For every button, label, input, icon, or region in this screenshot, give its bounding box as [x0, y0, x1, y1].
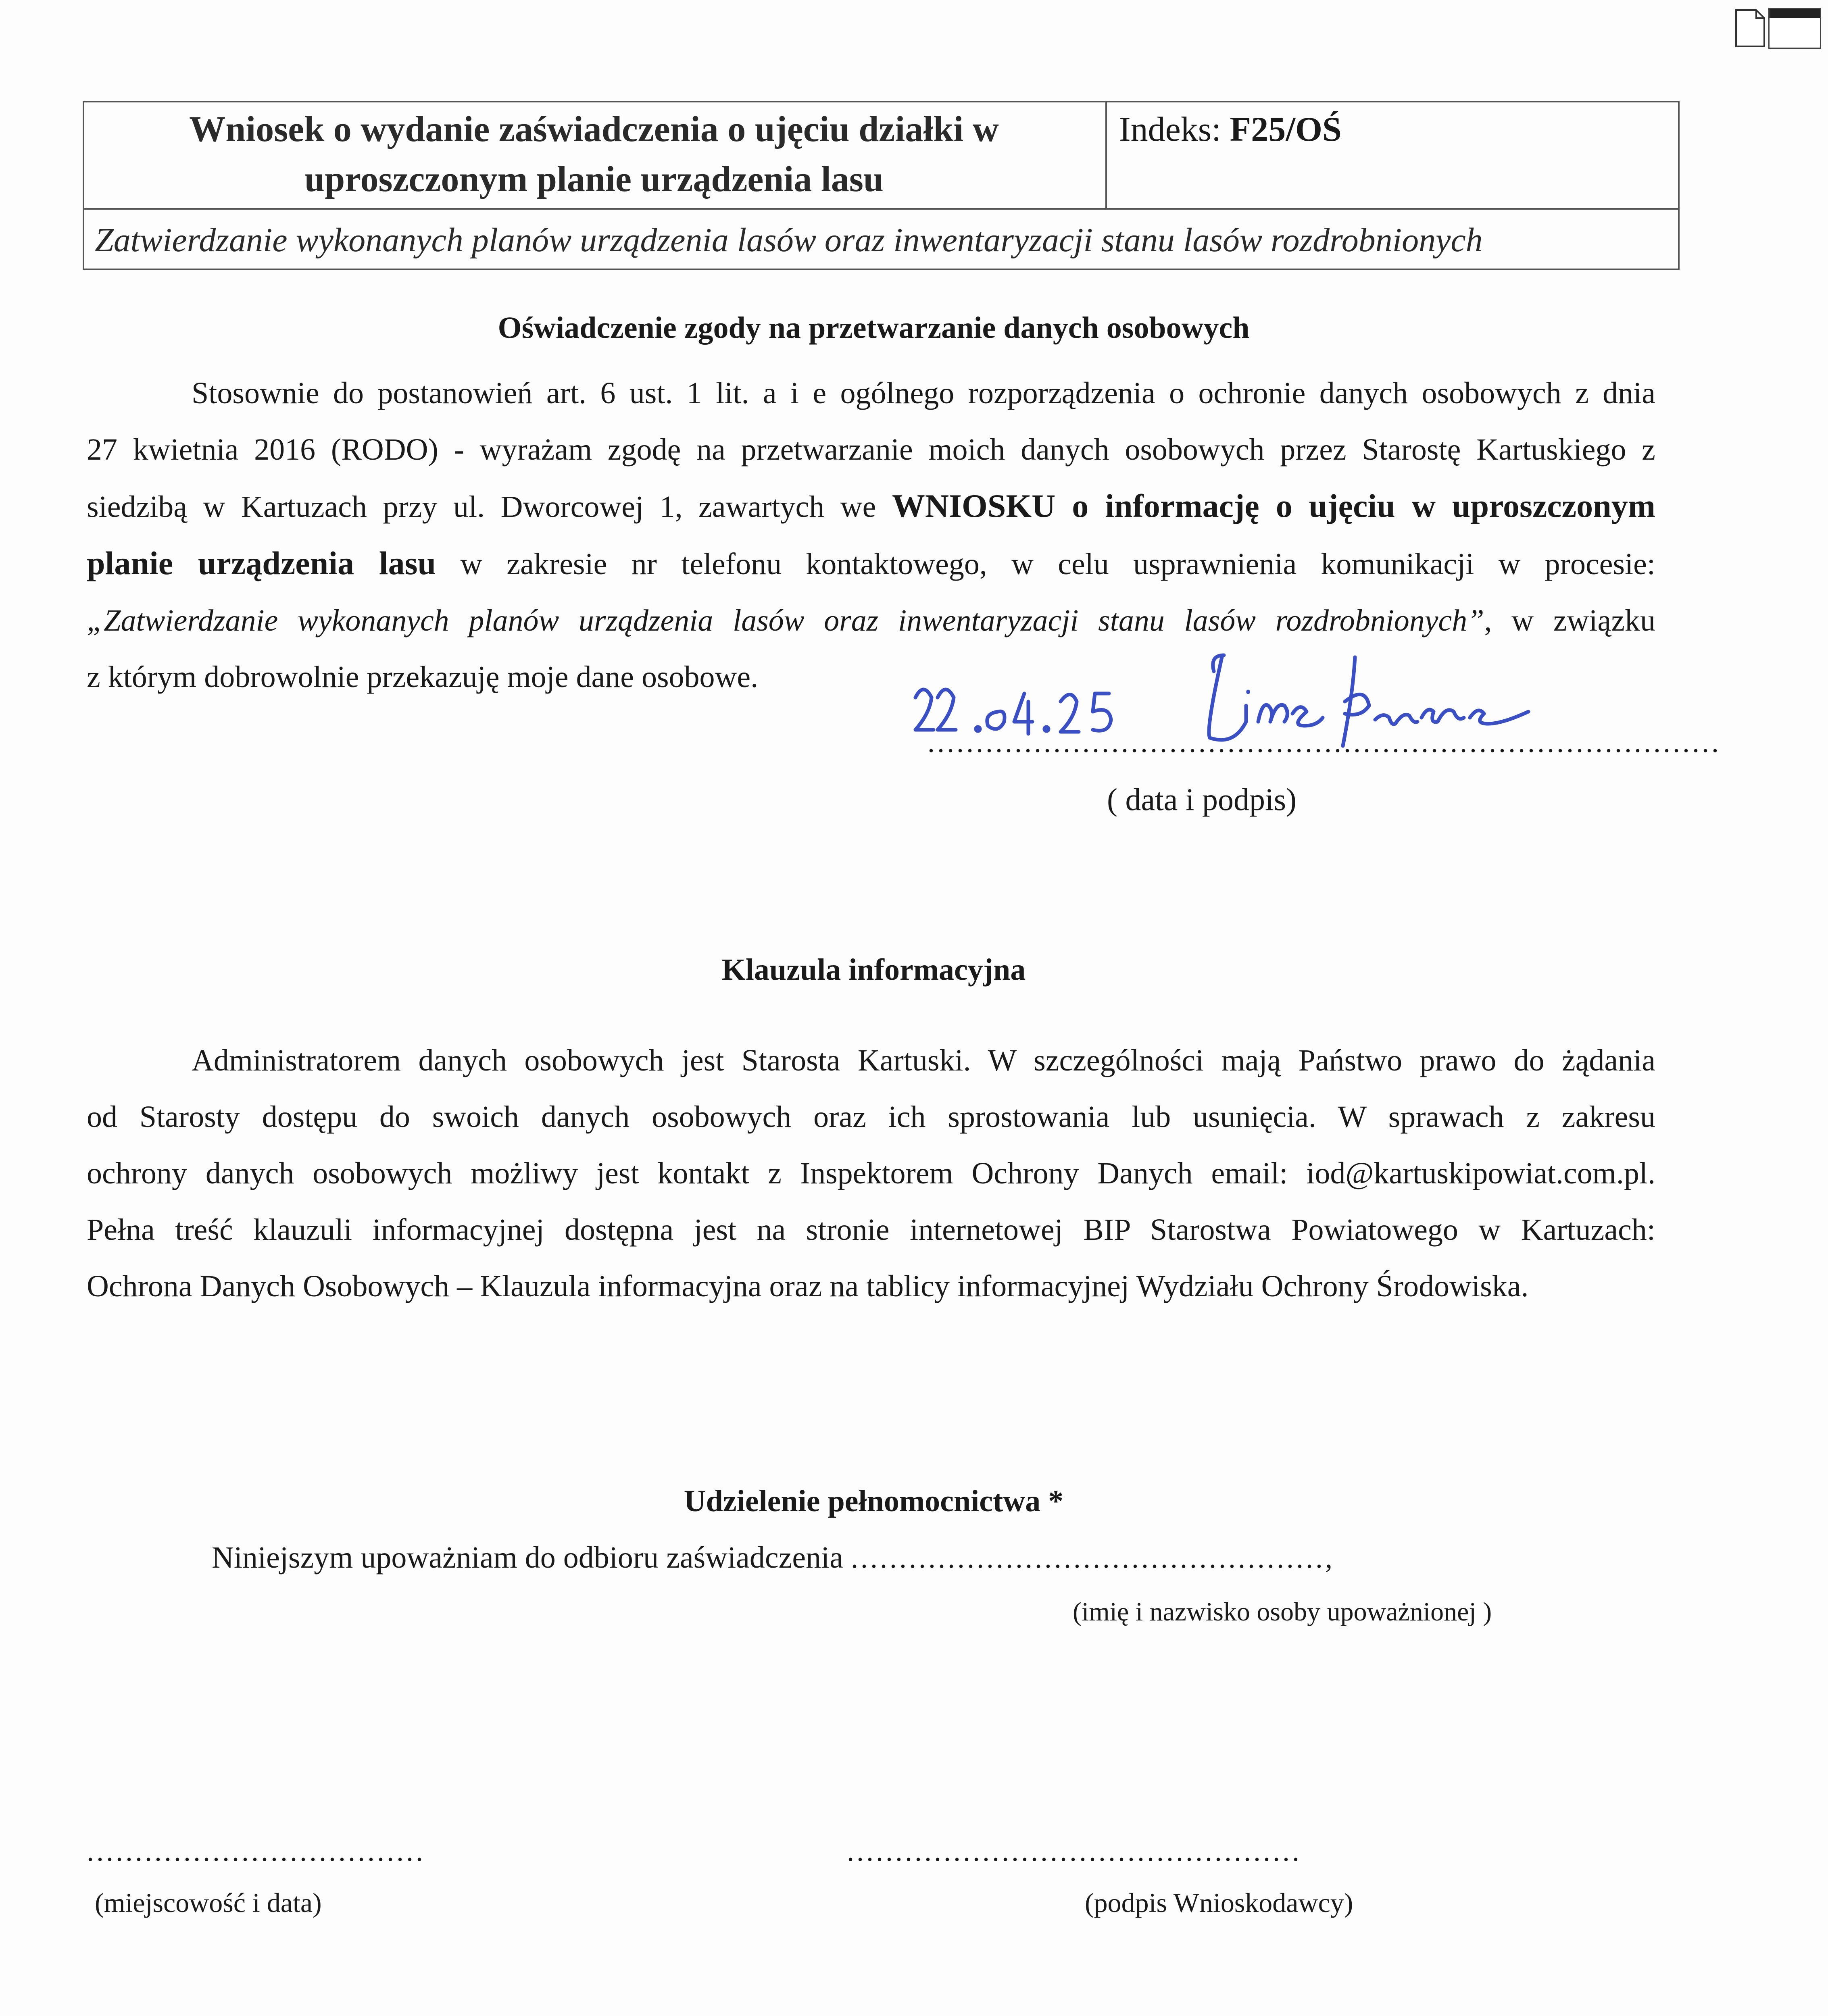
consent-line-3: [87, 478, 1655, 535]
applicant-signature-caption: (podpis Wnioskodawcy): [1085, 1887, 1353, 1918]
proxy-caption: (imię i nazwisko osoby upoważnionej ): [1073, 1597, 1492, 1627]
place-date-caption: (miejscowość i data): [95, 1887, 322, 1918]
proxy-title: Udzielenie pełnomocnictwa *: [684, 1484, 1064, 1518]
consent-line-4: [87, 535, 1655, 592]
signature-caption: ( data i podpis): [1107, 782, 1297, 817]
clause-line-1: Administratorem danych osobowych jest Starosta Kartuski. W szczególności mają Państwo prawo do żądania: [192, 1043, 1655, 1077]
consent-line-3-bold: WNIOSKU o informację o ujęciu w uproszczonym: [892, 487, 1656, 524]
consent-title: Oświadczenie zgody na przetwarzanie danych osobowych: [498, 311, 1250, 345]
form-index-value: F25/OŚ: [1230, 110, 1342, 148]
clause-paragraph: [87, 1032, 1655, 1314]
clause-title: Klauzula informacyjna: [721, 953, 1026, 987]
document-icon: [1734, 8, 1766, 48]
consent-line-5: [87, 592, 1655, 649]
place-date-dotted-line: ...................................: [87, 1835, 425, 1867]
clause-line-2: od Starosty dostępu do swoich danych osobowych oraz ich sprostowania lub usunięcia. W sprawach z zakresu: [87, 1100, 1655, 1134]
signature-dotted-line: ..................................................................................: [928, 726, 1721, 758]
proxy-text: Niniejszym upoważniam do odbioru zaświadczenia: [212, 1541, 843, 1574]
form-title-line1: Wniosek o wydanie zaświadczenia o ujęciu działki w: [189, 109, 999, 149]
consent-line-4-text: w zakresie nr telefonu kontaktowego, w celu usprawnienia komunikacji w procesie:: [436, 547, 1655, 581]
form-subtitle: Zatwierdzanie wykonanych planów urządzenia lasów oraz inwentaryzacji stanu lasów rozdrobnionych: [95, 221, 1483, 259]
consent-line-5-text: , w związku: [1484, 604, 1655, 637]
form-title-line2: uproszczonym planie urządzenia lasu: [304, 159, 884, 199]
consent-line-1: Stosownie do postanowień art. 6 ust. 1 lit. a i e ogólnego rozporządzenia o ochronie danych osobowych z dnia: [192, 376, 1655, 410]
form-title: [83, 101, 1107, 210]
consent-line-6: z którym dobrowolnie przekazuję moje dane osobowe.: [87, 660, 759, 694]
clause-line-3: ochrony danych osobowych możliwy jest kontakt z Inspektorem Ochrony Danych email: iod@kartuskipowiat.com.pl.: [87, 1156, 1655, 1190]
consent-line-4-bold: planie urządzenia lasu: [87, 545, 436, 581]
proxy-dotted-field: .................................................,: [850, 1542, 1335, 1574]
consent-line-3-text: siedzibą w Kartuzach przy ul. Dworcowej 1, zawartych we: [87, 490, 892, 524]
clause-line-4: Pełna treść klauzuli informacyjnej dostępna jest na stronie internetowej BIP Starostwa Powiatowego w Kartuzach:: [87, 1213, 1655, 1247]
form-index: [1107, 101, 1680, 210]
consent-line-2: 27 kwietnia 2016 (RODO) - wyrażam zgodę na przetwarzanie moich danych osobowych przez Starostę Kartuskiego z: [87, 433, 1655, 467]
consent-line-5-italic: „Zatwierdzanie wykonanych planów urządzenia lasów oraz inwentaryzacji stanu lasów rozdrobnionych”: [87, 604, 1484, 637]
scan-stamp-icon: [1768, 8, 1821, 49]
form-index-label: Indeks:: [1119, 110, 1230, 148]
clause-line-5: Ochrona Danych Osobowych – Klauzula informacyjna oraz na tablicy informacyjnej Wydziału Ochrony Środowiska.: [87, 1269, 1529, 1303]
applicant-signature-dotted-line: ...............................................: [847, 1835, 1302, 1867]
proxy-line: [212, 1540, 1335, 1575]
